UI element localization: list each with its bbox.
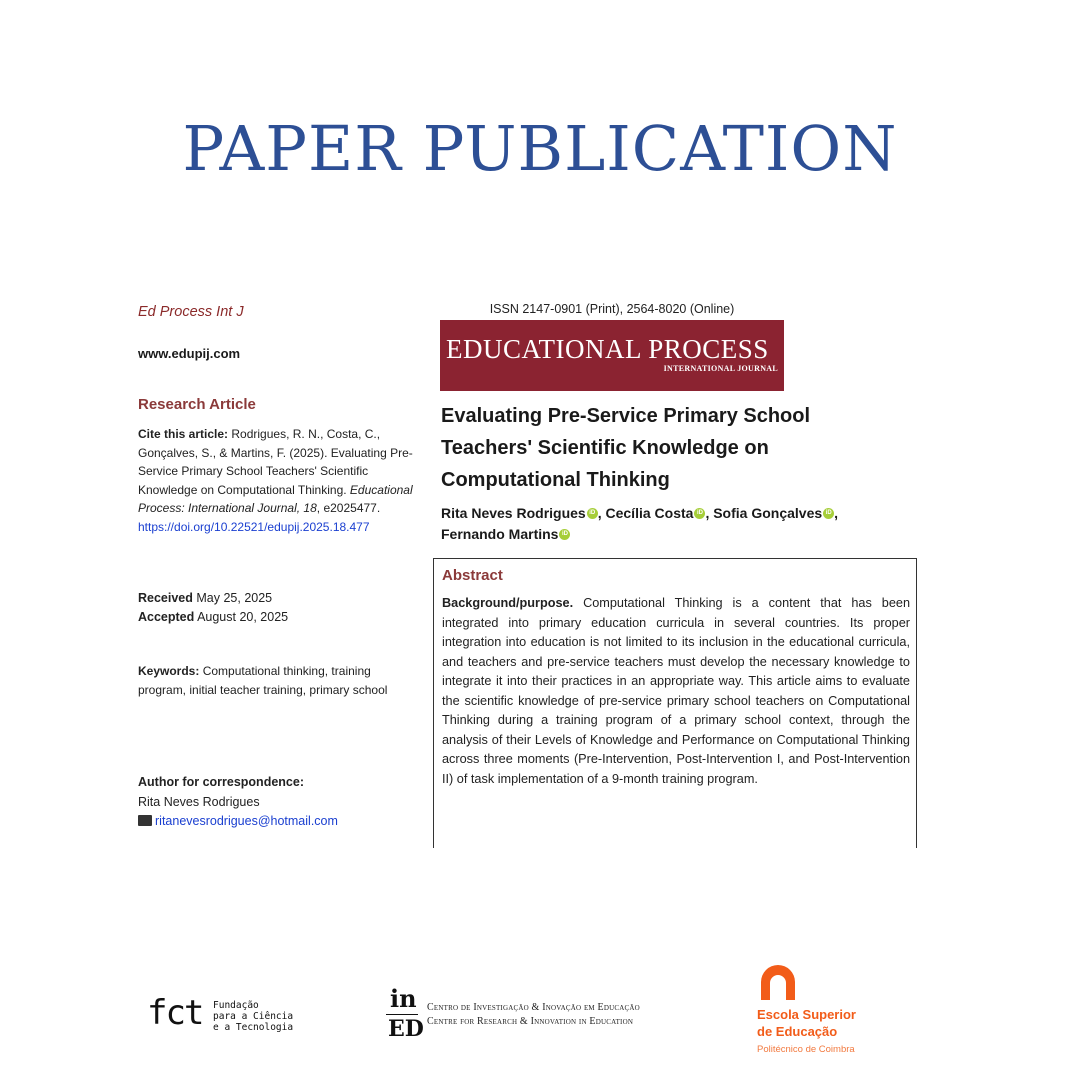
accepted-date: August 20, 2025 — [194, 610, 289, 624]
orcid-icon[interactable]: iD — [559, 529, 570, 540]
cied-text — [427, 1001, 640, 1029]
cied-mark — [386, 984, 424, 1044]
fct-mark: fct — [147, 993, 203, 1033]
keywords-text: Computational thinking, training program, initial teacher training, primary school — [138, 664, 388, 697]
abstract-box — [433, 558, 917, 848]
doi-link[interactable]: https://doi.org/10.22521/edupij.2025.18.477 — [138, 519, 370, 534]
fct-text — [213, 1000, 293, 1033]
journal-logo-subtitle: INTERNATIONAL JOURNAL — [663, 364, 778, 373]
abstract-lead: Background/purpose. — [442, 596, 574, 610]
article-dates — [138, 589, 288, 627]
esec-name-line: de Educação — [757, 1024, 838, 1039]
correspondence-name: Rita Neves Rodrigues — [138, 794, 260, 809]
cied-mark-bottom: ED — [388, 1016, 424, 1042]
received-date: May 25, 2025 — [192, 591, 273, 605]
esec-logo — [757, 962, 927, 1062]
correspondence — [138, 773, 418, 832]
received-label: Received — [138, 591, 193, 605]
abstract-body: Computational Thinking is a content that has been integrated into primary education curricula in several countries. Its proper integration into education is not limited to its inclusion in the educational curricula, and teachers and pre-service teachers must develop the necessary knowledge to integrate it into their practices in an appropriate way. This article aims to evaluate the scientific knowledge of pre-service primary school teachers on Computational Thinking during a training program of a primary school context, through the analysis of their Levels of Knowledge and Performance on Computational Thinking across three moments (Pre-Intervention, Post-Intervention I, and Post-Intervention II) of task implementation of a 9-month training program. — [442, 596, 910, 786]
esec-name — [757, 1006, 856, 1040]
page-heading: PAPER PUBLICATION — [182, 112, 898, 185]
correspondence-email[interactable]: ritanevesrodrigues@hotmail.com — [155, 814, 338, 828]
accepted-label: Accepted — [138, 610, 195, 624]
cied-line-pt: Centro de Investigação & Inovação em Educação — [427, 1002, 640, 1013]
author-list: Rita Neves Rodrigues iD , Cecília Costa iD , Sofia Gonçalves iD , Fernando Martins iD — [441, 505, 839, 542]
cied-line-en: Centre for Research & Innovation in Education — [427, 1016, 634, 1027]
cite-journal: Educational Process: International Journal, 18 — [138, 482, 413, 515]
keywords — [138, 662, 408, 700]
author-name: Sofia Gonçalves — [713, 505, 823, 521]
correspondence-label: Author for correspondence: — [138, 775, 304, 789]
fct-line: Fundação — [213, 1000, 259, 1011]
abstract-text — [442, 594, 910, 789]
journal-logo — [440, 320, 784, 391]
esec-name-line: Escola Superior — [757, 1007, 856, 1022]
cite-label: Cite this article: — [138, 427, 229, 441]
orcid-icon[interactable]: iD — [823, 508, 834, 519]
article-type: Research Article — [138, 396, 256, 413]
envelope-icon — [138, 815, 152, 826]
keywords-label: Keywords: — [138, 664, 200, 678]
orcid-icon[interactable]: iD — [694, 508, 705, 519]
fct-logo — [147, 993, 307, 1038]
journal-abbreviation: Ed Process Int J — [138, 304, 244, 320]
cied-mark-divider — [386, 1014, 418, 1015]
cied-mark-top: in — [390, 984, 417, 1013]
article-title: Evaluating Pre-Service Primary School Teachers' Scientific Knowledge on Computational Thinking — [441, 405, 811, 491]
issn: ISSN 2147-0901 (Print), 2564-8020 (Online) — [489, 302, 735, 316]
journal-logo-name: EDUCATIONAL PROCESS — [446, 334, 769, 364]
fct-line: para a Ciência — [213, 1011, 294, 1022]
author-name: Cecília Costa — [605, 505, 694, 521]
arch-icon — [757, 964, 799, 1000]
esec-subtitle: Politécnico de Coimbra — [757, 1044, 855, 1055]
author-name: Fernando Martins — [441, 526, 559, 542]
cite-text: Rodrigues, R. N., Costa, C., Gonçalves, S., & Martins, F. (2025). Evaluating Pre-Service Primary School Teachers' Scientific Knowledge on Computational Thinking. — [138, 427, 413, 497]
fct-line: e a Tecnologia — [213, 1022, 294, 1033]
citation-block — [138, 425, 423, 536]
journal-website[interactable]: www.edupij.com — [138, 346, 241, 361]
abstract-heading: Abstract — [442, 567, 503, 584]
cite-text-end: , e2025477. — [316, 501, 381, 515]
orcid-icon[interactable]: iD — [587, 508, 598, 519]
cied-logo — [386, 984, 696, 1046]
author-name: Rita Neves Rodrigues — [441, 505, 586, 521]
